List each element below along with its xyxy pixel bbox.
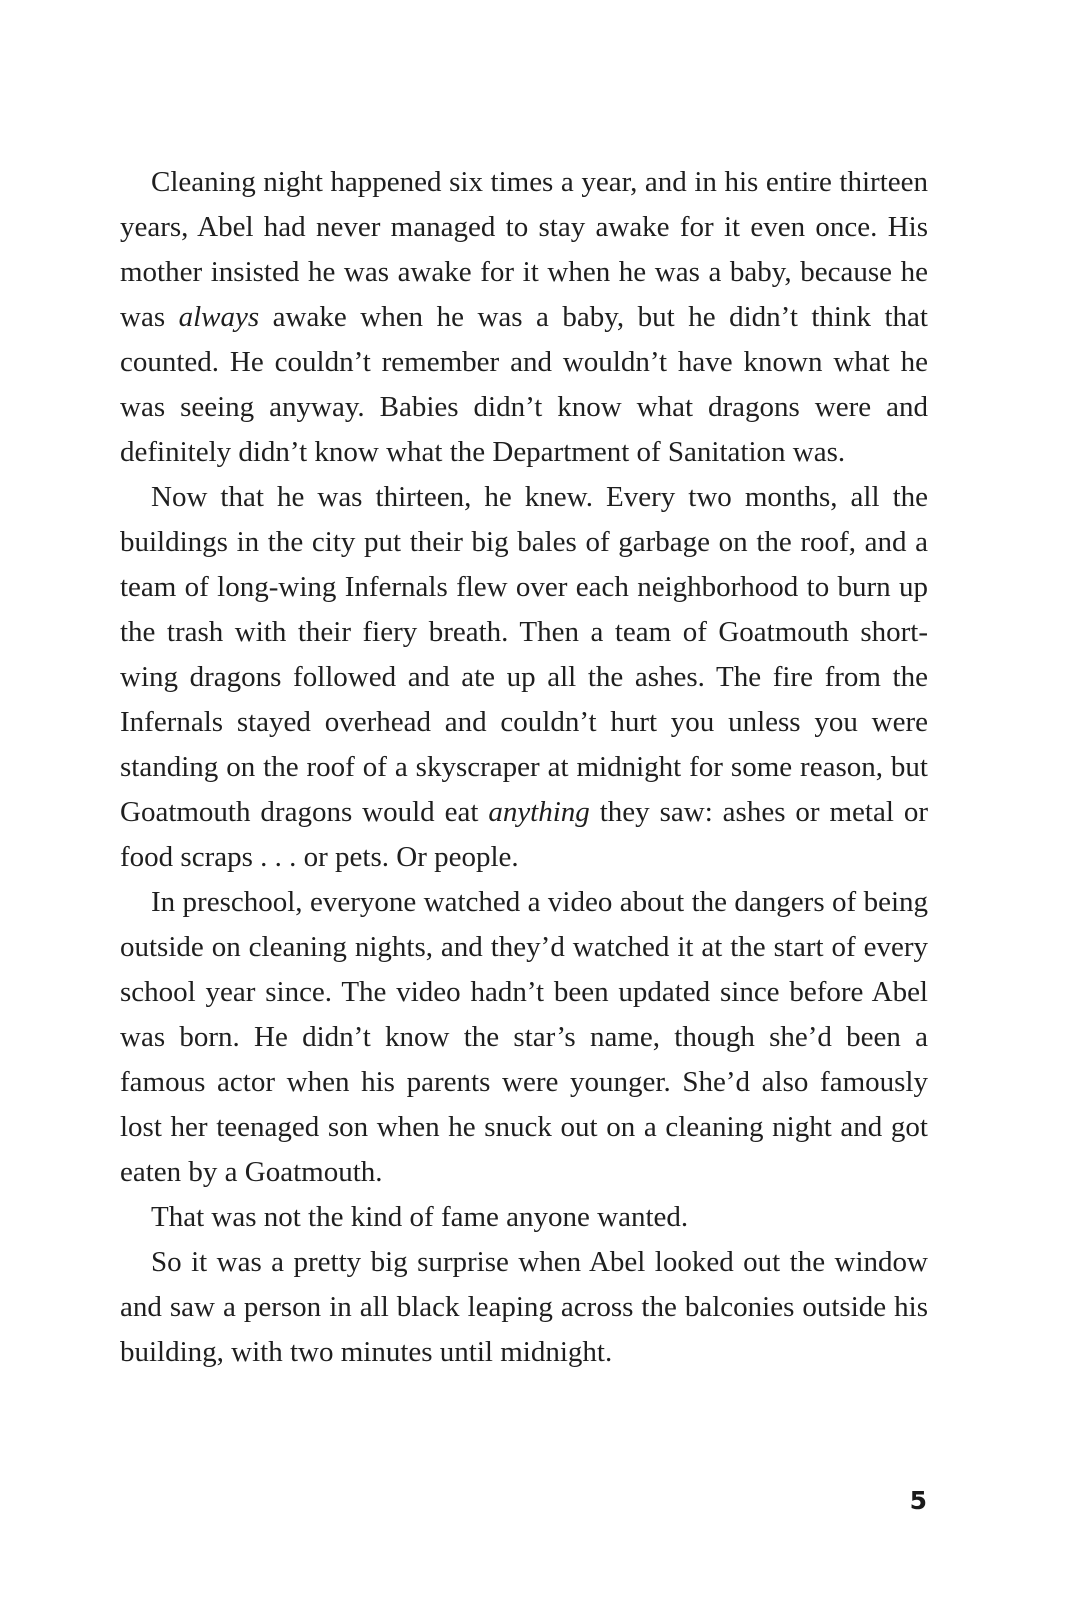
paragraph (120, 1195, 928, 1240)
text-segment: Cleaning night happened six times a year, and in his entire thirteen years, Abel had never managed to stay awake for it even once. His mother insisted he was awake for it when he was a baby, because he was (120, 166, 928, 333)
text-segment: they saw: ashes or metal or food scraps . . . or pets. Or people. (120, 796, 928, 873)
italic-text: always (178, 301, 260, 333)
text-segment: In preschool, everyone watched a video about the dangers of being outside on cleaning nights, and they’d watched it at the start of every school year since. The video hadn’t been updated since before Abel was born. He didn’t know the star’s name, though she’d been a famous actor when his parents were younger. She’d also famously lost her teenaged son when he snuck out on a cleaning night and got eaten by a Goatmouth. (120, 886, 928, 1188)
text-segment: That was not the kind of fame anyone wanted. (151, 1201, 689, 1233)
text-segment: awake when he was a baby, but he didn’t think that counted. He couldn’t remember and wouldn’t have known what he was seeing anyway. Babies didn’t know what dragons were and definitely didn’t know what the Department of Sanitation was. (120, 301, 928, 468)
body-text (120, 160, 928, 1375)
page-number: 5 (909, 1486, 927, 1515)
text-segment: So it was a pretty big surprise when Abel looked out the window and saw a person in all black leaping across the balconies outside his building, with two minutes until midnight. (120, 1246, 928, 1368)
paragraph (120, 160, 928, 475)
paragraph (120, 880, 928, 1195)
italic-text: anything (488, 796, 590, 828)
paragraph (120, 1240, 928, 1375)
paragraph (120, 475, 928, 880)
text-segment: Now that he was thirteen, he knew. Every two months, all the buildings in the city put their big bales of garbage on the roof, and a team of long-wing Infernals flew over each neighborhood to burn up the trash with their fiery breath. Then a team of Goatmouth short-wing dragons followed and ate up all the ashes. The fire from the Infernals stayed overhead and couldn’t hurt you unless you were standing on the roof of a skyscraper at midnight for some reason, but Goatmouth dragons would eat (120, 481, 928, 828)
